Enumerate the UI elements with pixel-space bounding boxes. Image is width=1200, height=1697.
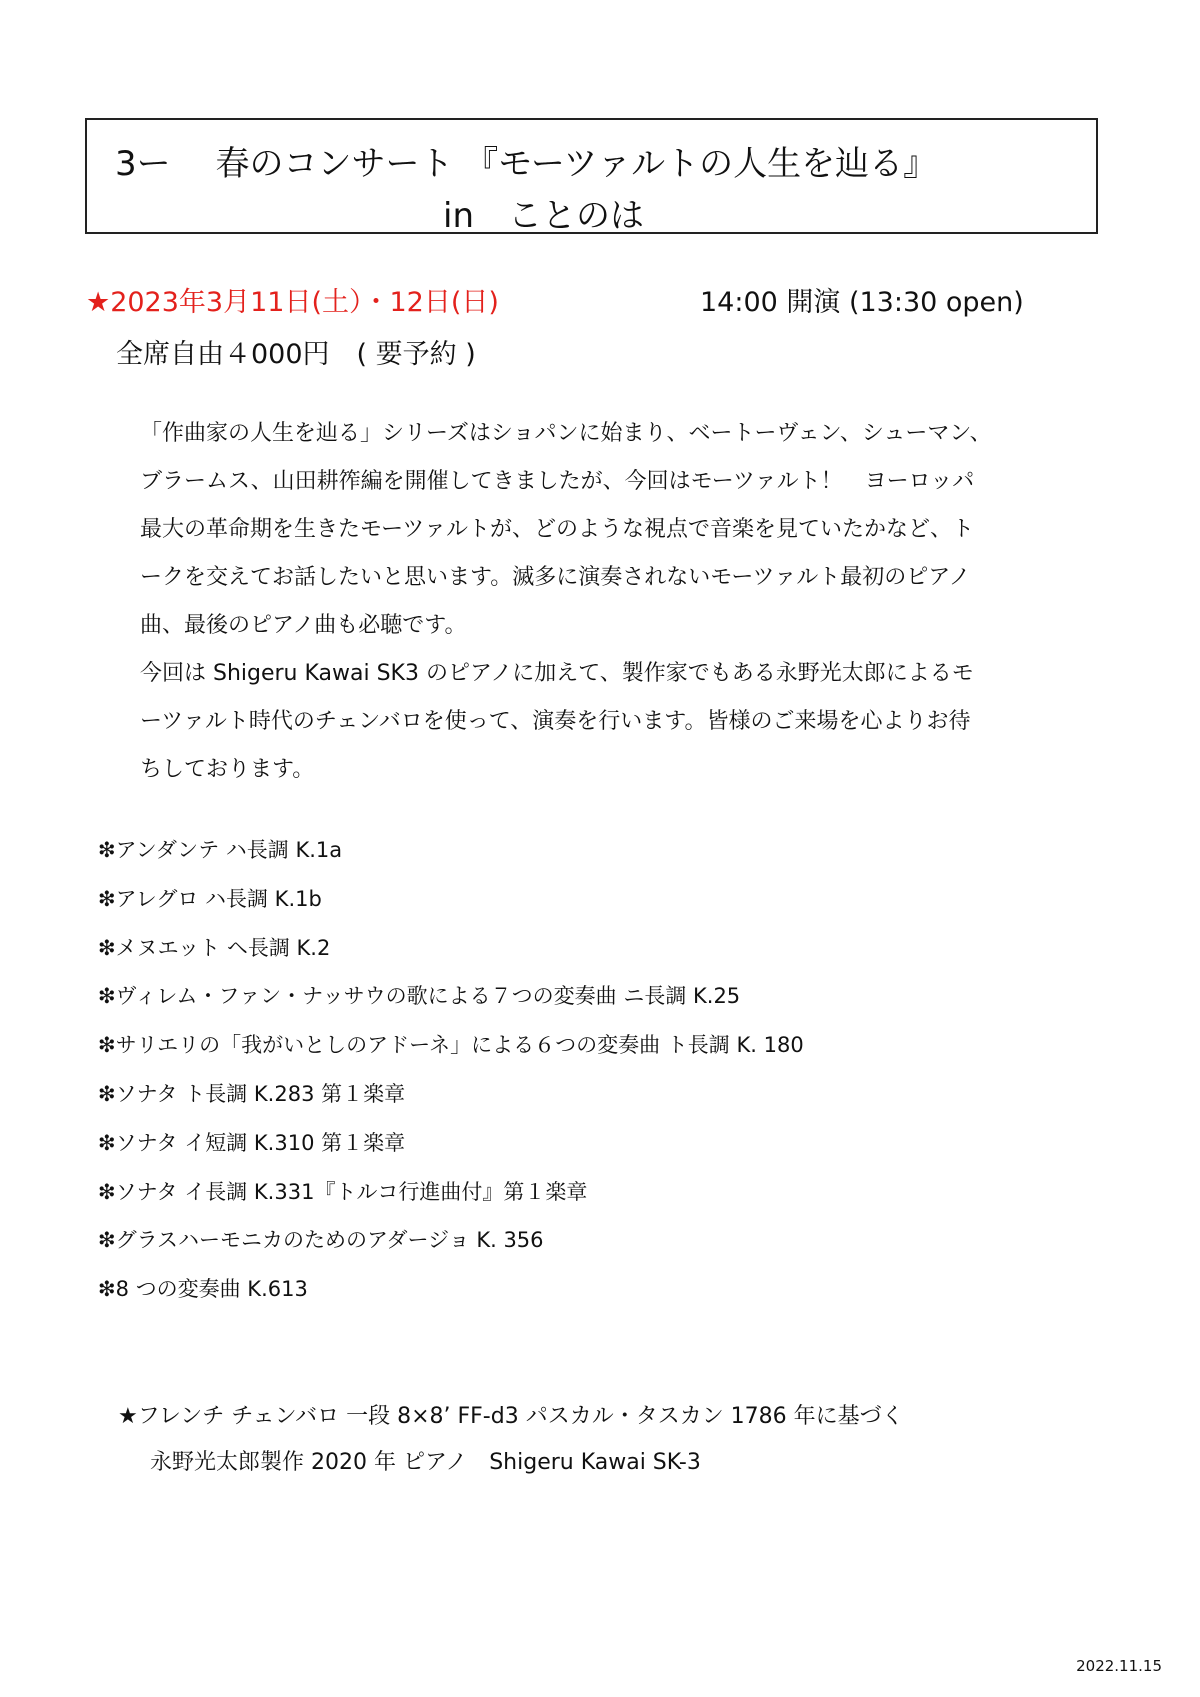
program-item: ❇8 つの変奏曲 K.613 <box>98 1277 308 1302</box>
description-line: 今回は Shigeru Kawai SK3 のピアノに加えて、製作家でもある永野光太郎によるモ <box>140 661 974 686</box>
description-line: 曲、最後のピアノ曲も必聴です。 <box>140 613 467 638</box>
instrument-piano: 永野光太郎製作 2020 年 ピアノ Shigeru Kawai SK-3 <box>150 1450 701 1475</box>
description-line: 最大の革命期を生きたモーツァルトが、どのような視点で音楽を見ていたかなど、ト <box>140 517 975 542</box>
program-item: ❇ソナタ ト長調 K.283 第１楽章 <box>98 1081 406 1106</box>
footer-date: 2022.11.15 <box>1076 1657 1162 1675</box>
title-box <box>85 118 1098 234</box>
program-item: ❇ヴィレム・ファン・ナッサウの歌による７つの変奏曲 ニ長調 K.25 <box>98 984 741 1009</box>
program-item: ❇メヌエット ヘ長調 K.2 <box>98 935 331 960</box>
program-item: ❇アンダンテ ハ長調 K.1a <box>98 838 343 862</box>
program-item: ❇アレグロ ハ長調 K.1b <box>98 886 322 911</box>
event-time: 14:00 開演 (13:30 open) <box>700 287 1024 318</box>
page-subtitle: in ことのは <box>443 196 644 236</box>
program-item: ❇ソナタ イ長調 K.331『トルコ行進曲付』第１楽章 <box>98 1179 588 1204</box>
description-line: ちしております。 <box>140 757 315 782</box>
program-item: ❇グラスハーモニカのためのアダージョ K. 356 <box>98 1228 544 1253</box>
program-item: ❇ソナタ イ短調 K.310 第１楽章 <box>98 1130 406 1155</box>
program-list <box>98 826 804 1314</box>
description <box>140 410 1100 794</box>
description-line: 「作曲家の人生を辿る」シリーズはショパンに始まり、ベートーヴェン、シューマン、 <box>140 421 992 446</box>
instrument-harpsichord: ★フレンチ チェンバロ 一段 8×8’ FF-d3 パスカル・タスカン 1786 年に基づく <box>118 1404 904 1429</box>
page-title: 3ー 春のコンサート 『モーツァルトの人生を辿る』 <box>115 144 938 184</box>
event-date: ★2023年3月11日(土）・12日(日) <box>86 287 499 318</box>
program-item: ❇サリエリの「我がいとしのアドーネ」による６つの変奏曲 ト長調 K. 180 <box>98 1033 804 1058</box>
description-line: ブラームス、山田耕筰編を開催してきましたが、今回はモーツァルト！ ヨーロッパ <box>140 469 975 494</box>
instruments <box>118 1394 904 1486</box>
description-line: ーツァルト時代のチェンバロを使って、演奏を行います。皆様のご来場を心よりお待 <box>140 709 971 734</box>
event-price: 全席自由４000円 ( 要予約 ) <box>116 339 476 370</box>
description-line: ークを交えてお話したいと思います。滅多に演奏されないモーツァルト最初のピアノ <box>140 565 971 590</box>
